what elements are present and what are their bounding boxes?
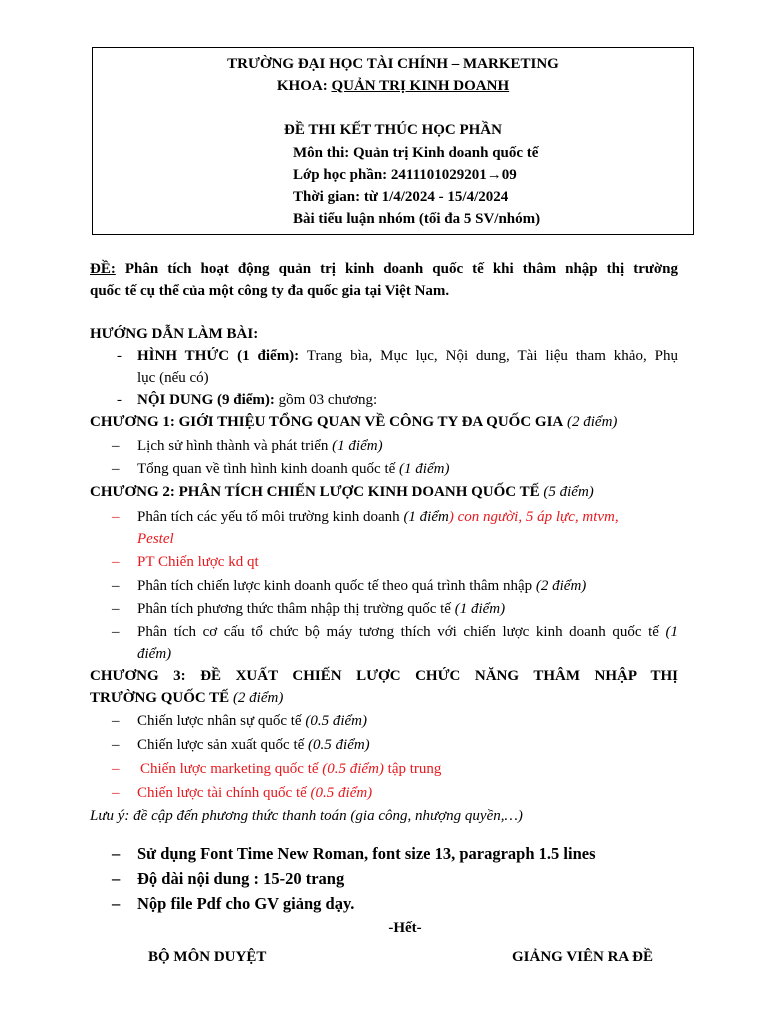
ch1-item-2-points: (1 điểm) xyxy=(399,461,450,477)
faculty xyxy=(93,78,693,95)
chapter-3-title-1: CHƯƠNG 3: ĐỀ XUẤT CHIẾN LƯỢC CHỨC NĂNG THÂM NHẬP THỊ xyxy=(90,668,678,684)
ch3-item-4-text: Chiến lược tài chính quốc tế xyxy=(137,785,307,801)
requirement-font: Sử dụng Font Time New Roman, font size 13, paragraph 1.5 lines xyxy=(137,844,596,863)
ch3-item-1 xyxy=(137,710,367,732)
ch1-item-2-text: Tổng quan về tình hình kinh doanh quốc tế xyxy=(137,461,396,477)
chapter-2-heading xyxy=(90,481,678,503)
faculty-prefix: KHOA: xyxy=(276,78,332,94)
dash-bullet: – xyxy=(112,461,120,477)
ch2-item-4-text: Phân tích phương thức thâm nhập thị trường quốc tế xyxy=(137,601,451,617)
ch1-item-1-text: Lịch sử hình thành và phát triển xyxy=(137,438,329,454)
dash-bullet: – xyxy=(112,785,120,801)
ch1-item-1 xyxy=(137,435,383,457)
dash-bullet: – xyxy=(112,438,120,454)
form-label: HÌNH THỨC (1 điểm): xyxy=(137,348,300,364)
dash-bullet: – xyxy=(112,554,120,570)
ch2-item-4-points: (1 điểm) xyxy=(454,601,506,617)
ch2-item-5-text: Phân tích cơ cấu tổ chức bộ máy tương thích với chiến lược kinh doanh quốc tế xyxy=(137,624,659,640)
ch3-item-1-text: Chiến lược nhân sự quốc tế xyxy=(137,713,302,729)
guide-title: HƯỚNG DẪN LÀM BÀI: xyxy=(90,326,259,342)
ch1-item-1-points: (1 điểm) xyxy=(332,438,383,454)
content-label: NỘI DUNG (9 điểm): xyxy=(137,392,275,408)
ch2-item-1-text: Phân tích các yếu tố môi trường kinh doanh xyxy=(137,509,400,525)
signature-department: BỘ MÔN DUYỆT xyxy=(148,949,267,965)
exam-header-box xyxy=(92,47,694,235)
form-line-1 xyxy=(137,345,678,367)
content-line xyxy=(137,389,377,411)
dash-bullet: – xyxy=(112,869,121,888)
dash-bullet: – xyxy=(112,578,120,594)
requirement-length: Độ dài nội dung : 15-20 trang xyxy=(137,869,345,888)
dash-bullet: - xyxy=(117,392,122,408)
requirement-submit: Nộp file Pdf cho GV giảng dạy. xyxy=(137,894,355,913)
ch2-item-1-points: (1 điểm xyxy=(403,509,449,525)
ch2-item-3-text: Phân tích chiến lược kinh doanh quốc tế theo quá trình thâm nhập xyxy=(137,578,533,594)
form-text-2: lục (nếu có) xyxy=(137,370,209,386)
dash-bullet: – xyxy=(112,601,120,617)
class-code: Lớp học phần: 2411101029201→09 xyxy=(293,167,517,183)
ch3-item-4 xyxy=(137,782,372,804)
ch3-item-2-text: Chiến lược sản xuất quốc tế xyxy=(137,737,305,753)
question-line-2: quốc tế cụ thể của một công ty đa quốc gia tại Việt Nam. xyxy=(90,283,450,299)
dash-bullet: – xyxy=(112,509,120,525)
ch2-item-2: PT Chiến lược kd qt xyxy=(137,554,259,570)
ch3-item-3 xyxy=(140,758,441,780)
ch3-item-2 xyxy=(137,734,370,756)
chapter-2-title: CHƯƠNG 2: PHÂN TÍCH CHIẾN LƯỢC KINH DOANH QUỐC TẾ xyxy=(90,484,540,500)
chapter-1-title: CHƯƠNG 1: GIỚI THIỆU TỔNG QUAN VỀ CÔNG TY ĐA QUỐC GIA xyxy=(90,414,564,430)
exam-format: Bài tiểu luận nhóm (tối đa 5 SV/nhóm) xyxy=(293,211,541,227)
ch2-item-1-note-2: Pestel xyxy=(137,531,174,547)
form-text-1: Trang bìa, Mục lục, Nội dung, Tài liệu tham khảo, Phụ xyxy=(306,348,679,364)
ch2-item-1 xyxy=(137,506,619,528)
content-text: gồm 03 chương: xyxy=(278,392,378,408)
ch1-item-2 xyxy=(137,458,449,480)
chapter-1-points: (2 điểm) xyxy=(567,414,618,430)
ch3-item-1-points: (0.5 điểm) xyxy=(305,713,367,729)
school-name: TRƯỜNG ĐẠI HỌC TÀI CHÍNH – MARKETING xyxy=(227,56,559,72)
question-line-1 xyxy=(90,258,678,280)
chapter-2-points: (5 điểm) xyxy=(543,484,594,500)
chapter-3-heading-2 xyxy=(90,687,678,709)
exam-subject: Môn thi: Quản trị Kinh doanh quốc tế xyxy=(293,145,539,161)
signature-lecturer: GIẢNG VIÊN RA ĐỀ xyxy=(512,949,653,965)
ch3-item-4-points: (0.5 điểm) xyxy=(310,785,373,801)
end-mark: -Hết- xyxy=(388,920,422,936)
ch3-item-3-text: Chiến lược marketing quốc tế xyxy=(140,761,319,777)
dash-bullet: – xyxy=(112,737,120,753)
question-text-1: Phân tích hoạt động quản trị kinh doanh quốc tế khi thâm nhập thị trường xyxy=(124,261,679,277)
ch2-item-5 xyxy=(137,621,678,643)
dash-bullet: – xyxy=(112,713,120,729)
exam-time: Thời gian: từ 1/4/2024 - 15/4/2024 xyxy=(293,189,509,205)
note: Lưu ý: đề cập đến phương thức thanh toán (gia công, nhượng quyền,…) xyxy=(90,808,523,824)
ch2-item-5-points: (1 xyxy=(665,624,679,640)
ch2-item-3-points: (2 điểm) xyxy=(535,578,587,594)
dash-bullet: – xyxy=(112,624,120,640)
dash-bullet: – xyxy=(112,894,121,913)
dash-bullet: - xyxy=(117,348,122,364)
question-label: ĐỀ: xyxy=(90,261,116,277)
ch3-item-3-note: tập trung xyxy=(387,761,442,777)
ch3-item-2-points: (0.5 điểm) xyxy=(308,737,370,753)
chapter-1-heading xyxy=(90,411,678,433)
faculty-name: QUẢN TRỊ KINH DOANH xyxy=(331,78,510,94)
dash-bullet: – xyxy=(112,761,120,777)
dash-bullet: – xyxy=(112,844,121,863)
ch3-item-3-points: (0.5 điểm) xyxy=(322,761,384,777)
chapter-3-title-2: TRƯỜNG QUỐC TẾ xyxy=(90,690,230,706)
ch2-item-3 xyxy=(137,575,586,597)
chapter-3-points: (2 điểm) xyxy=(232,690,284,706)
ch2-item-5-points-2: điểm) xyxy=(137,646,172,662)
ch2-item-4 xyxy=(137,598,505,620)
exam-title: ĐỀ THI KẾT THÚC HỌC PHẦN xyxy=(284,122,502,138)
ch2-item-1-note: ) con người, 5 áp lực, mtvm, xyxy=(448,509,619,525)
